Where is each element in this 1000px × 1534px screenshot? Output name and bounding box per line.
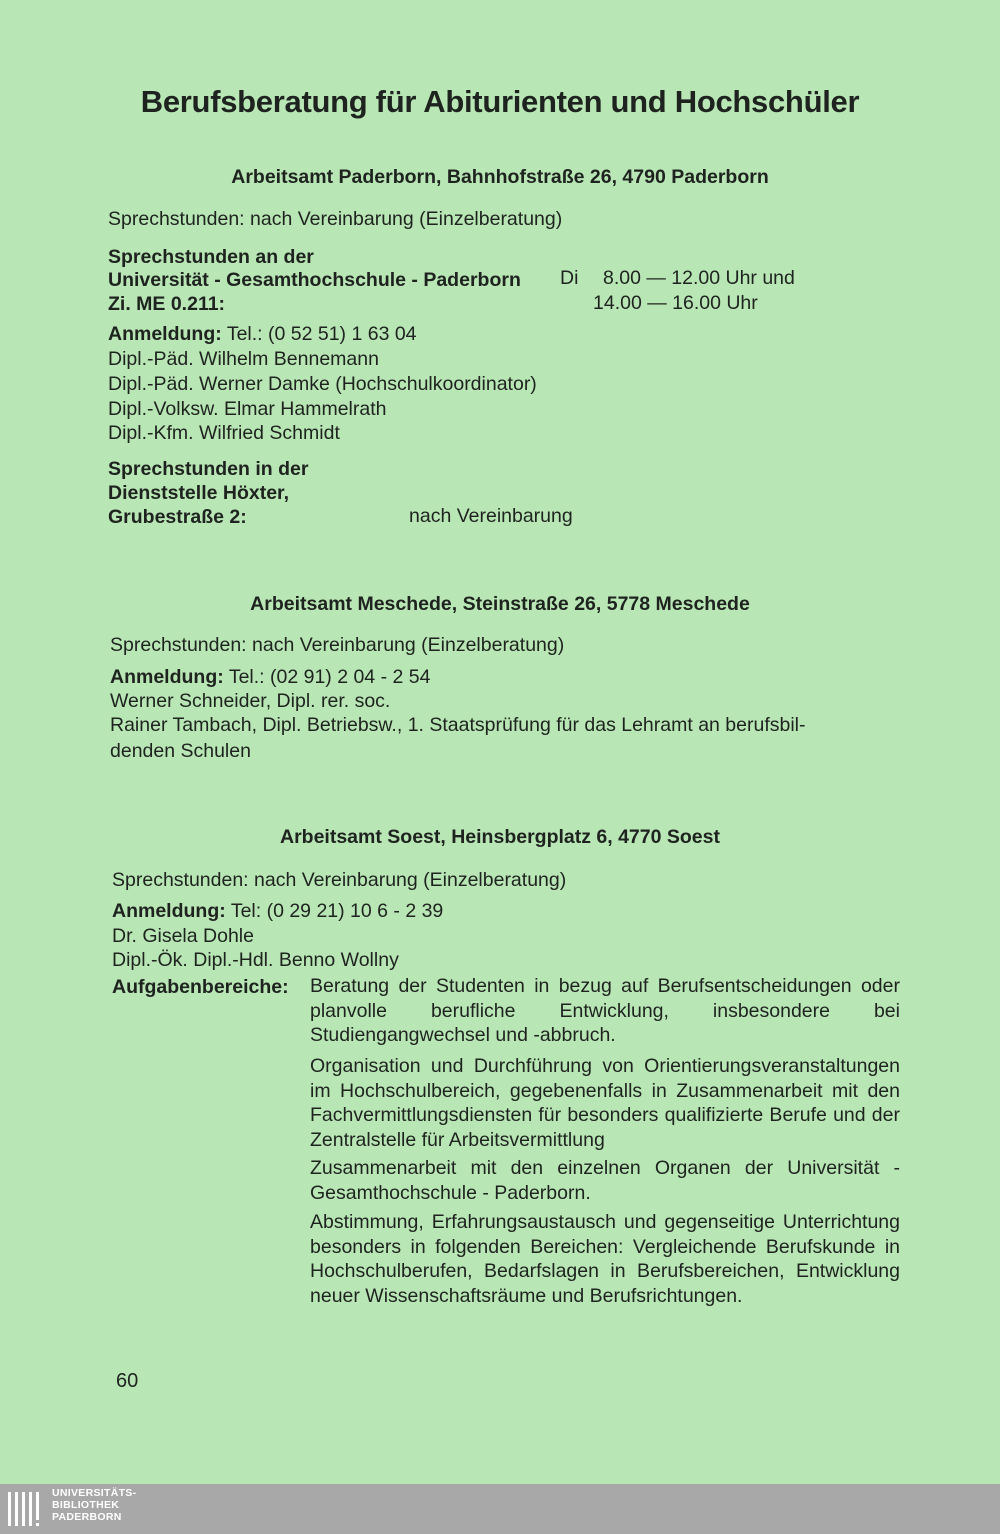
anmeldung-label: Anmeldung: [112, 900, 226, 922]
page-number: 60 [116, 1370, 139, 1392]
meschede-heading: Arbeitsamt Meschede, Steinstraße 26, 5778 Meschede [250, 593, 750, 615]
aufgaben-label: Aufgabenbereiche: [112, 976, 289, 998]
anmeldung-label: Anmeldung: [110, 666, 224, 688]
staff-name: Dr. Gisela Dohle [112, 925, 254, 947]
hoexter-label-line-1: Sprechstunden in der [108, 458, 309, 480]
staff-name: Dipl.-Päd. Werner Damke (Hochschulkoordinator) [108, 373, 537, 395]
logo-line: PADERBORN [52, 1511, 122, 1523]
hoexter-time: nach Vereinbarung [409, 505, 573, 527]
staff-name: Dipl.-Päd. Wilhelm Bennemann [108, 348, 379, 370]
anmeldung-phone: Tel: (0 29 21) 10 6 - 2 39 [230, 900, 444, 922]
aufgabe-paragraph: Beratung der Studenten in bezug auf Berufsentscheidungen oder planvolle berufliche Entwicklung, insbesondere bei Studiengangwechsel und -abbruch. [310, 975, 900, 1046]
staff-name: Rainer Tambach, Dipl. Betriebsw., 1. Staatsprüfung für das Lehramt an berufsbil- [110, 714, 806, 736]
hoexter-label-line-3: Grubestraße 2: [108, 506, 247, 528]
library-logo-icon [6, 1488, 48, 1530]
aufgabe-paragraph: Zusammenarbeit mit den einzelnen Organen der Universität - Gesamthochschule - Paderborn. [310, 1157, 900, 1204]
meschede-sprechstunden: Sprechstunden: nach Vereinbarung (Einzelberatung) [110, 634, 565, 656]
logo-line: UNIVERSITÄTS- [52, 1487, 137, 1499]
hoexter-label-line-2: Dienststelle Höxter, [108, 482, 289, 504]
anmeldung-label: Anmeldung: [108, 323, 222, 345]
uni-label-line-1: Sprechstunden an der [108, 246, 314, 268]
logo-line: BIBLIOTHEK [52, 1499, 120, 1511]
paderborn-sprechstunden: Sprechstunden: nach Vereinbarung (Einzelberatung) [108, 208, 563, 230]
uni-time-2: 14.00 — 16.00 Uhr [593, 292, 758, 314]
staff-name: Dipl.-Ök. Dipl.-Hdl. Benno Wollny [112, 949, 399, 971]
aufgabe-paragraph: Organisation und Durchführung von Orientierungsveranstaltungen im Hochschulbereich, gegebenenfalls in Zusammenarbeit mit den Fachvermittlungsdiensten für besonders qualifizierte Berufe und der Zentralstelle für Arbeitsvermittlung [310, 1055, 900, 1151]
uni-time-1: 8.00 — 12.00 Uhr und [603, 267, 795, 289]
staff-name: Dipl.-Volksw. Elmar Hammelrath [108, 398, 387, 420]
paderborn-heading: Arbeitsamt Paderborn, Bahnhofstraße 26, 4790 Paderborn [231, 166, 769, 188]
uni-day: Di [560, 267, 579, 289]
soest-sprechstunden: Sprechstunden: nach Vereinbarung (Einzelberatung) [112, 869, 567, 891]
anmeldung-phone: Tel.: (0 52 51) 1 63 04 [226, 323, 417, 345]
uni-label-line-3: Zi. ME 0.211: [108, 293, 226, 315]
paderborn-anmeldung [108, 323, 417, 346]
library-logo-text [52, 1487, 136, 1523]
anmeldung-phone: Tel.: (02 91) 2 04 - 2 54 [228, 666, 431, 688]
page-title: Berufsberatung für Abiturienten und Hochschüler [140, 84, 860, 119]
staff-name: Werner Schneider, Dipl. rer. soc. [110, 690, 391, 712]
soest-heading: Arbeitsamt Soest, Heinsbergplatz 6, 4770 Soest [280, 826, 720, 848]
uni-label-line-2: Universität - Gesamthochschule - Paderborn [108, 269, 521, 291]
aufgabe-paragraph: Abstimmung, Erfahrungsaustausch und gegenseitige Unterrichtung besonders in folgenden Bereichen: Vergleichende Berufskunde in Hochschulberufen, Bedarfslagen in Berufsbereichen, Entwicklung neuer Wissenschaftsräume und Berufsrichtungen. [310, 1211, 900, 1307]
meschede-anmeldung [110, 666, 430, 689]
soest-anmeldung [112, 900, 443, 923]
staff-name-continued: denden Schulen [110, 740, 251, 762]
staff-name: Dipl.-Kfm. Wilfried Schmidt [108, 422, 340, 444]
library-footer [0, 1484, 1000, 1534]
